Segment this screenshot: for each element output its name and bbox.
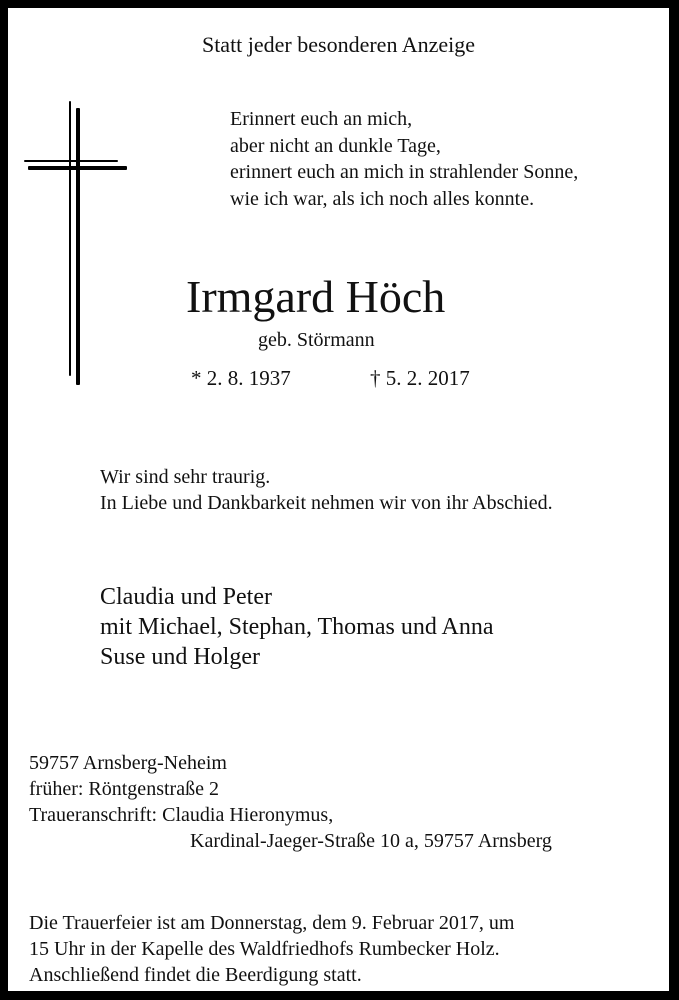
address-line: früher: Röntgenstraße 2	[29, 778, 219, 800]
poem-line: wie ich war, als ich noch alles konnte.	[230, 187, 535, 210]
address-line: 59757 Arnsberg-Neheim	[29, 752, 227, 774]
death-date: † 5. 2. 2017	[370, 366, 470, 390]
address-block	[29, 750, 552, 854]
funeral-line: Anschließend findet die Beerdigung statt.	[29, 964, 362, 986]
funeral-line: Die Trauerfeier ist am Donnerstag, dem 9. Februar 2017, um	[29, 912, 515, 934]
farewell-message	[100, 464, 553, 516]
message-line: Wir sind sehr traurig.	[100, 466, 271, 488]
family-signatures	[100, 582, 494, 672]
birth-date: * 2. 8. 1937	[191, 366, 291, 390]
family-line: Claudia und Peter	[100, 584, 272, 610]
maiden-name: geb. Störmann	[258, 329, 375, 351]
funeral-line: 15 Uhr in der Kapelle des Waldfriedhofs Rumbecker Holz.	[29, 938, 500, 960]
deceased-name: Irmgard Höch	[186, 271, 446, 322]
message-line: In Liebe und Dankbarkeit nehmen wir von ihr Abschied.	[100, 492, 553, 514]
poem	[230, 106, 578, 212]
poem-line: erinnert euch an mich in strahlender Sonne,	[230, 161, 579, 183]
obituary-notice	[8, 8, 669, 991]
family-line: mit Michael, Stephan, Thomas und Anna	[100, 614, 494, 640]
address-line: Kardinal-Jaeger-Straße 10 a, 59757 Arnsberg	[190, 830, 552, 852]
address-line: Traueranschrift: Claudia Hieronymus,	[29, 804, 334, 826]
poem-line: Erinnert euch an mich,	[230, 108, 413, 130]
funeral-info	[29, 910, 514, 988]
notice-heading: Statt jeder besonderen Anzeige	[201, 32, 476, 57]
family-line: Suse und Holger	[100, 644, 260, 670]
poem-line: aber nicht an dunkle Tage,	[230, 134, 441, 157]
